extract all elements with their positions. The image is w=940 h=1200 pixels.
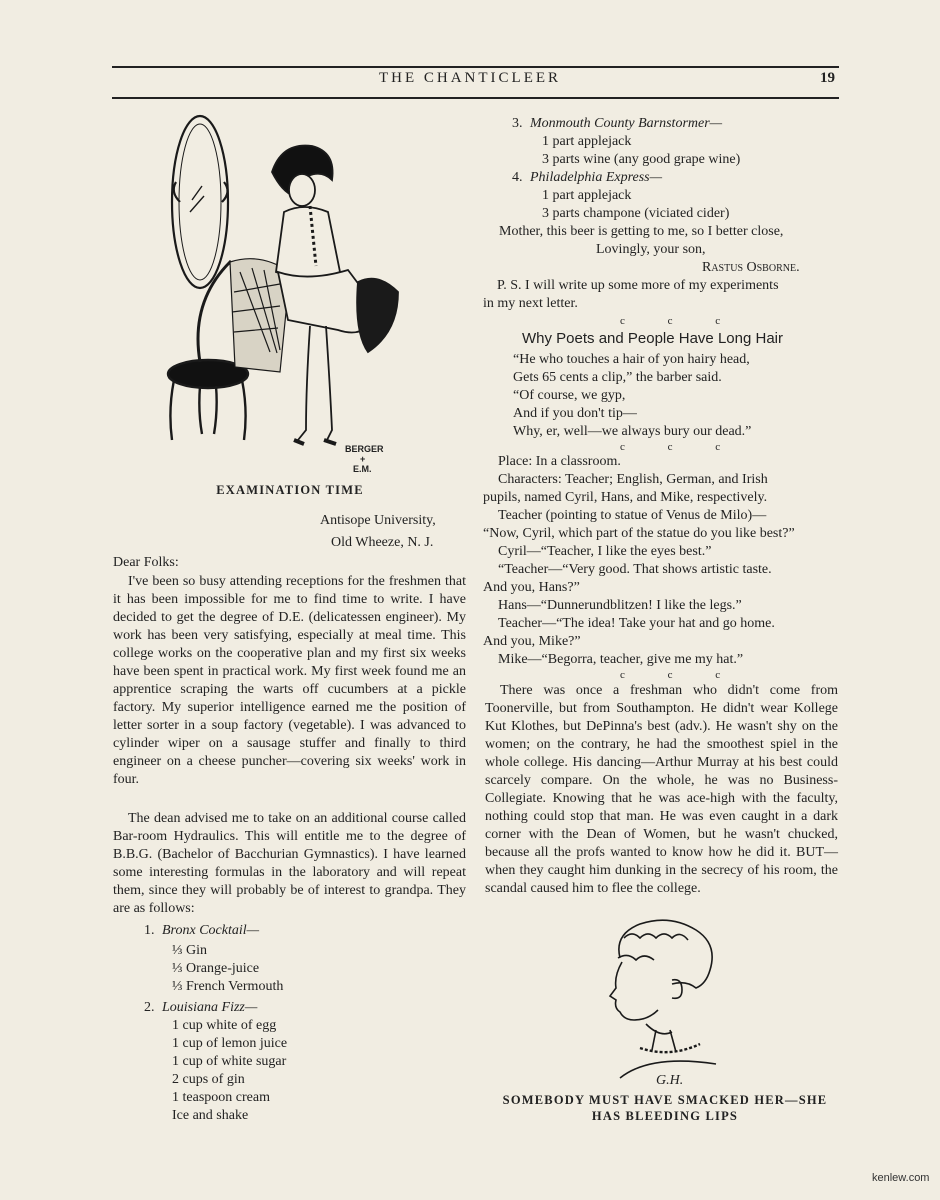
- teacher2-line2: And you, Hans?”: [483, 580, 580, 595]
- letter-paragraph-1: I've been so busy attending receptions for the freshmen that it has been impossible for me to find time to write. I have decided to get the degree of D.E. (delicatessen engineer). My work has been very satisfying, especially at meal time. This college works on the cooperative plan and my first six weeks have been spent in practical work. My first week found me an apprentice scraping the warts off cucumbers at a pickle factory. My superior intelligence earned me the position of letter sorter in a soup factory (vegetable). I was advanced to cylinder wiper on a sausage stuffer and finally to third engineer on a cheese puncher—covering six weeks' work in four.: [113, 574, 466, 787]
- recipe1-number: 1.: [144, 923, 155, 938]
- recipe2-number: 2.: [144, 1000, 155, 1015]
- signature-line3: E.M.: [353, 464, 372, 474]
- recipe1-item: ⅓ Gin: [172, 943, 207, 958]
- curly-hair: [618, 920, 712, 988]
- collar: [640, 1044, 700, 1052]
- watermark: kenlew.com: [872, 1172, 930, 1184]
- smacked-caption-line1: SOMEBODY MUST HAVE SMACKED HER—SHE: [502, 1093, 828, 1107]
- letter-signature: Rastus Osborne.: [702, 260, 800, 275]
- teacher3-line2: And you, Mike?”: [483, 634, 581, 649]
- recipe3-name: Monmouth County Barnstormer—: [530, 116, 723, 131]
- smacked-her-illustration: [600, 918, 730, 1090]
- recipe4-item: 3 parts champone (viciated cider): [542, 206, 730, 221]
- recipe3-item: 1 part applejack: [542, 134, 632, 149]
- teacher3-line1: Teacher—“The idea! Take your hat and go home.: [498, 616, 775, 631]
- recipe4-name: Philadelphia Express—: [530, 170, 663, 185]
- recipe2-item: 1 cup of white sugar: [172, 1054, 287, 1069]
- teacher2-line1: “Teacher—“Very good. That shows artistic taste.: [498, 562, 772, 577]
- poem-line: And if you don't tip—: [513, 406, 637, 421]
- address-line1: Antisope University,: [320, 513, 436, 528]
- bottom-signature: G.H.: [656, 1073, 684, 1088]
- separator: c c c: [620, 441, 741, 453]
- recipe3-item: 3 parts wine (any good grape wine): [542, 152, 741, 167]
- mike-line: Mike—“Begorra, teacher, give me my hat.”: [498, 652, 744, 667]
- face: [289, 174, 315, 206]
- recipe4-item: 1 part applejack: [542, 188, 632, 203]
- characters-line2: pupils, named Cyril, Hans, and Mike, respectively.: [483, 490, 768, 505]
- place-line: Place: In a classroom.: [498, 454, 621, 469]
- mirror-frame: [172, 116, 228, 288]
- recipe2-item: Ice and shake: [172, 1108, 249, 1123]
- recipe2-item: 1 cup of lemon juice: [172, 1036, 288, 1051]
- recipe3-number: 3.: [512, 116, 523, 131]
- recipe1-item: ⅓ French Vermouth: [172, 979, 284, 994]
- ps-line2: in my next letter.: [483, 296, 578, 311]
- poem-line: “Of course, we gyp,: [513, 388, 626, 403]
- mirror-reflection: [190, 186, 204, 212]
- cyril-line: Cyril—“Teacher, I like the eyes best.”: [498, 544, 712, 559]
- recipe2-item: 1 cup white of egg: [172, 1018, 277, 1033]
- poem-line: “He who touches a hair of yon hairy head,: [513, 352, 750, 367]
- poem-line: Why, er, well—we always bury our dead.”: [513, 424, 752, 439]
- recipe2-item: 2 cups of gin: [172, 1072, 245, 1087]
- mirror-glass: [179, 124, 221, 280]
- address-line2: Old Wheeze, N. J.: [331, 535, 434, 550]
- recipe2-name: Louisiana Fizz—: [162, 1000, 258, 1015]
- poem-line: Gets 65 cents a clip,” the barber said.: [513, 370, 722, 385]
- salutation: Dear Folks:: [113, 555, 179, 570]
- separator: c c c: [620, 669, 741, 681]
- freshman-story: There was once a freshman who didn't come from Toonerville, but from Southampton. He didn't wear Kollege Kut Klothes, but DePinna's best (adv.). He wasn't shy on the women; on the contrary, he had the smoothest spiel in the whole college. His dancing—Arthur Murray at his best could scarcely compare. On the whole, he was no Business-Collegiate. Knowing that he was ace-high with the faculty, nothing could stop that man. He was even caught in a dark corner with the Dean of Women, but he wasn't chucked, because all the profs wanted to know how he did it. BUT—when they caught him dunking in the secrecy of his room, the scandal caused him to flee the college.: [485, 683, 838, 896]
- leg-left: [298, 326, 310, 440]
- signature-line2: +: [360, 454, 366, 464]
- hans-line: Hans—“Dunnerundblitzen! I like the legs.”: [498, 598, 742, 613]
- page-title: THE CHANTICLEER: [378, 70, 562, 86]
- header-bottom-rule: [112, 97, 839, 99]
- examination-time-illustration: [160, 112, 420, 474]
- ps-line1: P. S. I will write up some more of my experiments: [497, 278, 779, 293]
- header-top-rule: [112, 66, 839, 68]
- characters-line1: Characters: Teacher; English, German, and Irish: [498, 472, 768, 487]
- letter-paragraph-2: The dean advised me to take on an additional course called Bar-room Hydraulics. This will entitle me to the degree of B.B.G. (Bachelor of Bacchurian Gymnastics). I have learned some interesting formulas in the laboratory and will repeat them, since they will probably be of interest to grandpa. They are as follows:: [113, 811, 466, 916]
- teacher1-line1: Teacher (pointing to statue of Venus de Milo)—: [498, 508, 767, 523]
- recipe1-name: Bronx Cocktail—: [162, 923, 260, 938]
- signature-line1: BERGER: [345, 444, 384, 454]
- teacher1-line2: “Now, Cyril, which part of the statue do you like best?”: [483, 526, 795, 541]
- closing-line2: Lovingly, your son,: [596, 242, 706, 257]
- recipe1-item: ⅓ Orange-juice: [172, 961, 260, 976]
- page-number: 19: [820, 70, 835, 86]
- recipe2-item: 1 teaspoon cream: [172, 1090, 270, 1105]
- leg-right: [326, 326, 332, 442]
- recipe4-number: 4.: [512, 170, 523, 185]
- woman-figure: [272, 146, 398, 444]
- separator: c c c: [620, 315, 741, 327]
- poem-title: Why Poets and People Have Long Hair: [522, 330, 783, 347]
- neck: [646, 1024, 676, 1052]
- examination-time-caption: EXAMINATION TIME: [216, 483, 364, 497]
- bodice: [276, 207, 340, 278]
- skirt-pattern: [357, 279, 398, 352]
- smacked-caption-line2: HAS BLEEDING LIPS: [591, 1109, 739, 1123]
- closing-line1: Mother, this beer is getting to me, so I better close,: [499, 224, 784, 239]
- profile-face: [610, 962, 658, 1020]
- shoes: [294, 440, 336, 444]
